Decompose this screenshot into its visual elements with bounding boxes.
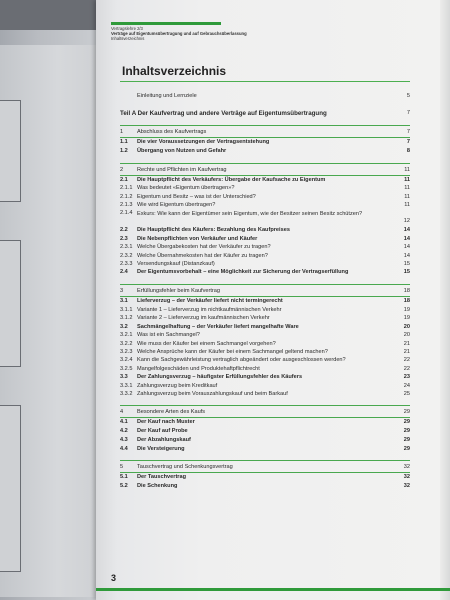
document-page — [96, 0, 450, 600]
toc-entry-number: 3.3.1 — [120, 382, 133, 389]
toc-entry-title: Übergang von Nutzen und Gefahr — [137, 147, 227, 154]
toc-entry-number: 2.1.3 — [120, 201, 133, 208]
toc-entry — [120, 323, 410, 332]
toc-entry-number: 4.4 — [120, 445, 128, 452]
toc-entry — [120, 382, 410, 390]
toc-entry — [120, 243, 410, 251]
toc-entry-number: 3.1 — [120, 298, 128, 305]
toc-entry-title: Variante 1 – Lieferverzug im nichtkaufmännischen Verkehr — [137, 306, 282, 313]
toc-entry-title: Abschluss des Kaufvertrags — [137, 129, 207, 135]
toc-entry-page: 23 — [403, 373, 410, 380]
toc-entry — [120, 138, 410, 147]
toc-entry-title: Wie muss der Käufer bei einem Sachmangel vorgehen? — [137, 340, 276, 347]
toc-entry-number: 2.1.4 — [120, 210, 133, 217]
header-section: Inhaltsverzeichnis — [111, 36, 145, 41]
toc-entry-number: 2.2 — [120, 226, 128, 233]
toc-entry-page: 7 — [406, 129, 410, 135]
toc-entry-title: Sachmängelhaftung – der Verkäufer liefert mangelhafte Ware — [137, 323, 299, 330]
toc-entry-title: Welche Ansprüche kann der Käufer bei einem Sachmangel geltend machen? — [137, 348, 328, 355]
toc-entry-page: 5 — [406, 93, 410, 99]
toc-entry — [120, 297, 410, 306]
toc-entry-page: 29 — [403, 409, 410, 416]
toc-entry-title: Der Tauschvertrag — [137, 474, 187, 481]
toc-entry-title: Tauschvertrag und Schenkungsvertrag — [137, 464, 233, 471]
toc-entry-page: 18 — [403, 288, 410, 295]
toc-entry-number: 3.2.2 — [120, 340, 133, 347]
toc-entry-number: 2.1.1 — [120, 185, 133, 192]
toc-entry — [120, 473, 410, 482]
toc-entry-page: 14 — [403, 226, 410, 233]
toc-entry-title: Die Nebenpflichten von Verkäufer und Käufer — [137, 235, 258, 242]
toc-entry-page: 11 — [404, 193, 410, 200]
toc-entry — [120, 260, 410, 268]
toc-entry-page: 14 — [403, 244, 410, 251]
toc-entry — [120, 390, 410, 398]
toc-entry-title: Der Kauf auf Probe — [137, 428, 188, 435]
toc-entry — [120, 314, 410, 322]
toc-entry-page: 20 — [403, 323, 410, 330]
toc-entry-number: 5.2 — [120, 483, 128, 490]
toc-entry-number: 3 — [120, 288, 124, 295]
toc-title: Inhaltsverzeichnis — [122, 64, 227, 78]
toc-entry-title: Teil A Der Kaufvertrag und andere Verträge auf Eigentumsübertragung — [120, 110, 327, 117]
toc-entry — [120, 306, 410, 314]
toc-entry — [120, 163, 410, 176]
toc-entry-number: 1.1 — [120, 139, 128, 145]
toc-entry-page: 29 — [403, 428, 410, 435]
toc-entry-page: 29 — [403, 419, 410, 426]
toc-entry-number: 3.3 — [120, 373, 128, 380]
toc-entry-page: 22 — [403, 365, 410, 372]
toc-entry-title: Zahlungsverzug beim Vorauszahlungskauf und beim Barkauf — [137, 390, 288, 397]
toc-entry — [120, 284, 410, 297]
header-series: Vertragslehre 2/3 — [111, 26, 143, 31]
toc-entry-number: 4 — [120, 409, 124, 416]
toc-entry-page: 18 — [403, 298, 410, 305]
toc-entry-number: 2.1.2 — [120, 193, 133, 200]
toc-entry-page: 7 — [406, 110, 410, 116]
toc-entry-title: Der Abzahlungskauf — [137, 436, 191, 443]
toc-entry-number: 4.3 — [120, 436, 128, 443]
toc-entry-title: Zahlungsverzug beim Kreditkauf — [137, 382, 218, 389]
toc-entry-page: 15 — [403, 269, 410, 276]
toc-entry-title: Die vier Voraussetzungen der Vertragsentstehung — [137, 139, 270, 145]
toc-entry-title: Der Eigentumsvorbehalt – eine Möglichkeit zur Sicherung der Vertragserfüllung — [137, 269, 349, 276]
toc-entry-number: 2.3 — [120, 235, 128, 242]
toc-entry — [120, 460, 410, 473]
toc-entry — [120, 184, 410, 192]
toc-entry-title: Die Versteigerung — [137, 445, 185, 452]
left-page-frame — [0, 405, 21, 572]
toc-entry — [120, 125, 410, 138]
toc-entry-page: 19 — [403, 306, 410, 313]
toc-entry — [120, 373, 410, 382]
toc-entry — [120, 418, 410, 427]
left-page-frame — [0, 100, 21, 202]
toc-entry-title: Versendungskauf (Distanzkauf) — [137, 261, 215, 268]
page-number: 3 — [111, 573, 117, 583]
toc-entry — [120, 235, 410, 244]
toc-entry-page: 32 — [403, 474, 410, 481]
toc-entry-title: Der Kauf nach Muster — [137, 419, 195, 426]
toc-entry-page: 21 — [403, 340, 410, 347]
page-edge — [440, 0, 450, 600]
toc-entry-number: 3.1.1 — [120, 306, 133, 313]
toc-entry-page: 11 — [404, 201, 410, 208]
toc-entry-title: Welche Übergabekosten hat der Verkäufer zu tragen? — [137, 244, 271, 251]
toc-entry-title: Die Hauptpflicht des Käufers: Bezahlung des Kaufpreises — [137, 226, 290, 233]
toc-entry-page: 12 — [403, 218, 410, 225]
toc-entry — [120, 209, 410, 226]
toc-entry-title: Kann die Sachgewährleistung vertraglich abgeändert oder ausgeschlossen werden? — [137, 357, 346, 364]
toc-entry-number: 2.3.3 — [120, 261, 133, 268]
toc-entry-number: 3.2.5 — [120, 365, 133, 372]
toc-entry — [120, 348, 410, 356]
header-book-title: Verträge auf Eigentumsübertragung und auf Gebrauchsüberlassung — [111, 31, 247, 36]
toc-entry — [120, 107, 410, 118]
toc-entry-page: 8 — [406, 147, 410, 154]
toc-entry — [120, 482, 410, 491]
toc-entry-number: 5.1 — [120, 474, 128, 481]
toc-entry-title: Die Schenkung — [137, 483, 178, 490]
toc-entry-page: 29 — [403, 445, 410, 452]
toc-entry-number: 4.1 — [120, 419, 128, 426]
toc-entry — [120, 365, 410, 373]
toc-entry-title: Eigentum und Besitz – was ist der Unterschied? — [137, 193, 256, 200]
toc-entry-number: 3.3.2 — [120, 390, 133, 397]
toc-entry-title: Lieferverzug – der Verkäufer liefert nicht termingerecht — [137, 298, 283, 305]
toc-entry-number: 1.2 — [120, 147, 128, 154]
toc-entry-title: Die Hauptpflicht des Verkäufers: Übergabe der Kaufsache zu Eigentum — [137, 176, 326, 183]
toc-entry-page: 25 — [403, 390, 410, 397]
header-rule — [111, 22, 221, 25]
toc-entry-page: 11 — [404, 176, 410, 183]
toc-entry — [120, 340, 410, 348]
toc-entry — [120, 427, 410, 436]
toc-entry-title: Was ist ein Sachmangel? — [137, 332, 200, 339]
toc-entry-page: 29 — [403, 436, 410, 443]
toc-entry — [120, 226, 410, 235]
toc-entry — [120, 193, 410, 201]
toc-entry-title: Rechte und Pflichten im Kaufvertrag — [137, 166, 227, 173]
toc-entry-title: Besondere Arten des Kaufs — [137, 409, 206, 416]
toc-entry-title: Was bedeutet «Eigentum übertragen»? — [137, 185, 235, 192]
toc-entry-page: 22 — [403, 357, 410, 364]
table-of-contents — [120, 82, 410, 491]
toc-entry — [120, 445, 410, 454]
toc-entry — [120, 268, 410, 277]
toc-entry-number: 4.2 — [120, 428, 128, 435]
toc-entry-page: 14 — [403, 235, 410, 242]
toc-entry — [120, 252, 410, 260]
toc-entry — [120, 147, 410, 156]
toc-entry-page: 14 — [403, 252, 410, 259]
toc-entry-page: 11 — [404, 185, 410, 192]
toc-entry-page: 20 — [403, 332, 410, 339]
toc-entry-page: 7 — [406, 139, 410, 145]
toc-entry-title: Exkurs: Wie kann der Eigentümer sein Eigentum, wie der Besitzer seinen Besitz schützen? — [137, 211, 363, 218]
toc-entry-number: 3.2.4 — [120, 357, 133, 364]
toc-entry-page: 24 — [403, 382, 410, 389]
left-page — [0, 45, 96, 597]
toc-entry-number: 2.1 — [120, 176, 128, 183]
toc-entry-number: 3.2 — [120, 323, 128, 330]
toc-entry-page: 32 — [403, 483, 410, 490]
toc-entry-number: 5 — [120, 464, 124, 471]
toc-entry-page: 32 — [403, 464, 410, 471]
toc-entry-title: Wie wird Eigentum übertragen? — [137, 201, 216, 208]
toc-entry — [120, 331, 410, 339]
toc-entry-title: Mangelfolgeschäden und Produktehaftpflichtrecht — [137, 365, 260, 372]
toc-entry-number: 3.2.3 — [120, 348, 133, 355]
toc-entry-title: Der Zahlungsverzug – häufigster Erfüllungsfehler des Käufers — [137, 373, 303, 380]
background-corner — [0, 0, 110, 30]
toc-entry — [120, 176, 410, 185]
toc-entry-title: Welche Übernahmekosten hat der Käufer zu tragen? — [137, 252, 268, 259]
toc-entry-number: 1 — [120, 129, 124, 135]
toc-entry — [120, 356, 410, 364]
toc-entry-number: 2.3.2 — [120, 252, 133, 259]
toc-entry-number: 3.1.2 — [120, 315, 133, 322]
toc-entry-number: 2.3.1 — [120, 244, 133, 251]
toc-entry-title: Erfüllungsfehler beim Kaufvertrag — [137, 288, 221, 295]
toc-entry-number: 2 — [120, 166, 124, 173]
toc-entry — [120, 436, 410, 445]
toc-entry-page: 15 — [403, 261, 410, 268]
toc-entry-number: 3.2.1 — [120, 332, 133, 339]
toc-entry-page: 21 — [403, 348, 410, 355]
toc-entry — [120, 201, 410, 209]
toc-entry — [120, 90, 410, 101]
toc-entry — [120, 405, 410, 418]
footer-rule — [96, 588, 450, 591]
toc-entry-page: 19 — [403, 315, 410, 322]
left-page-frame — [0, 240, 21, 367]
toc-entry-title: Einleitung und Lernziele — [137, 93, 197, 99]
toc-entry-page: 11 — [404, 166, 410, 173]
toc-entry-title: Variante 2 – Lieferverzug im kaufmännischen Verkehr — [137, 315, 270, 322]
toc-entry-number: 2.4 — [120, 269, 128, 276]
